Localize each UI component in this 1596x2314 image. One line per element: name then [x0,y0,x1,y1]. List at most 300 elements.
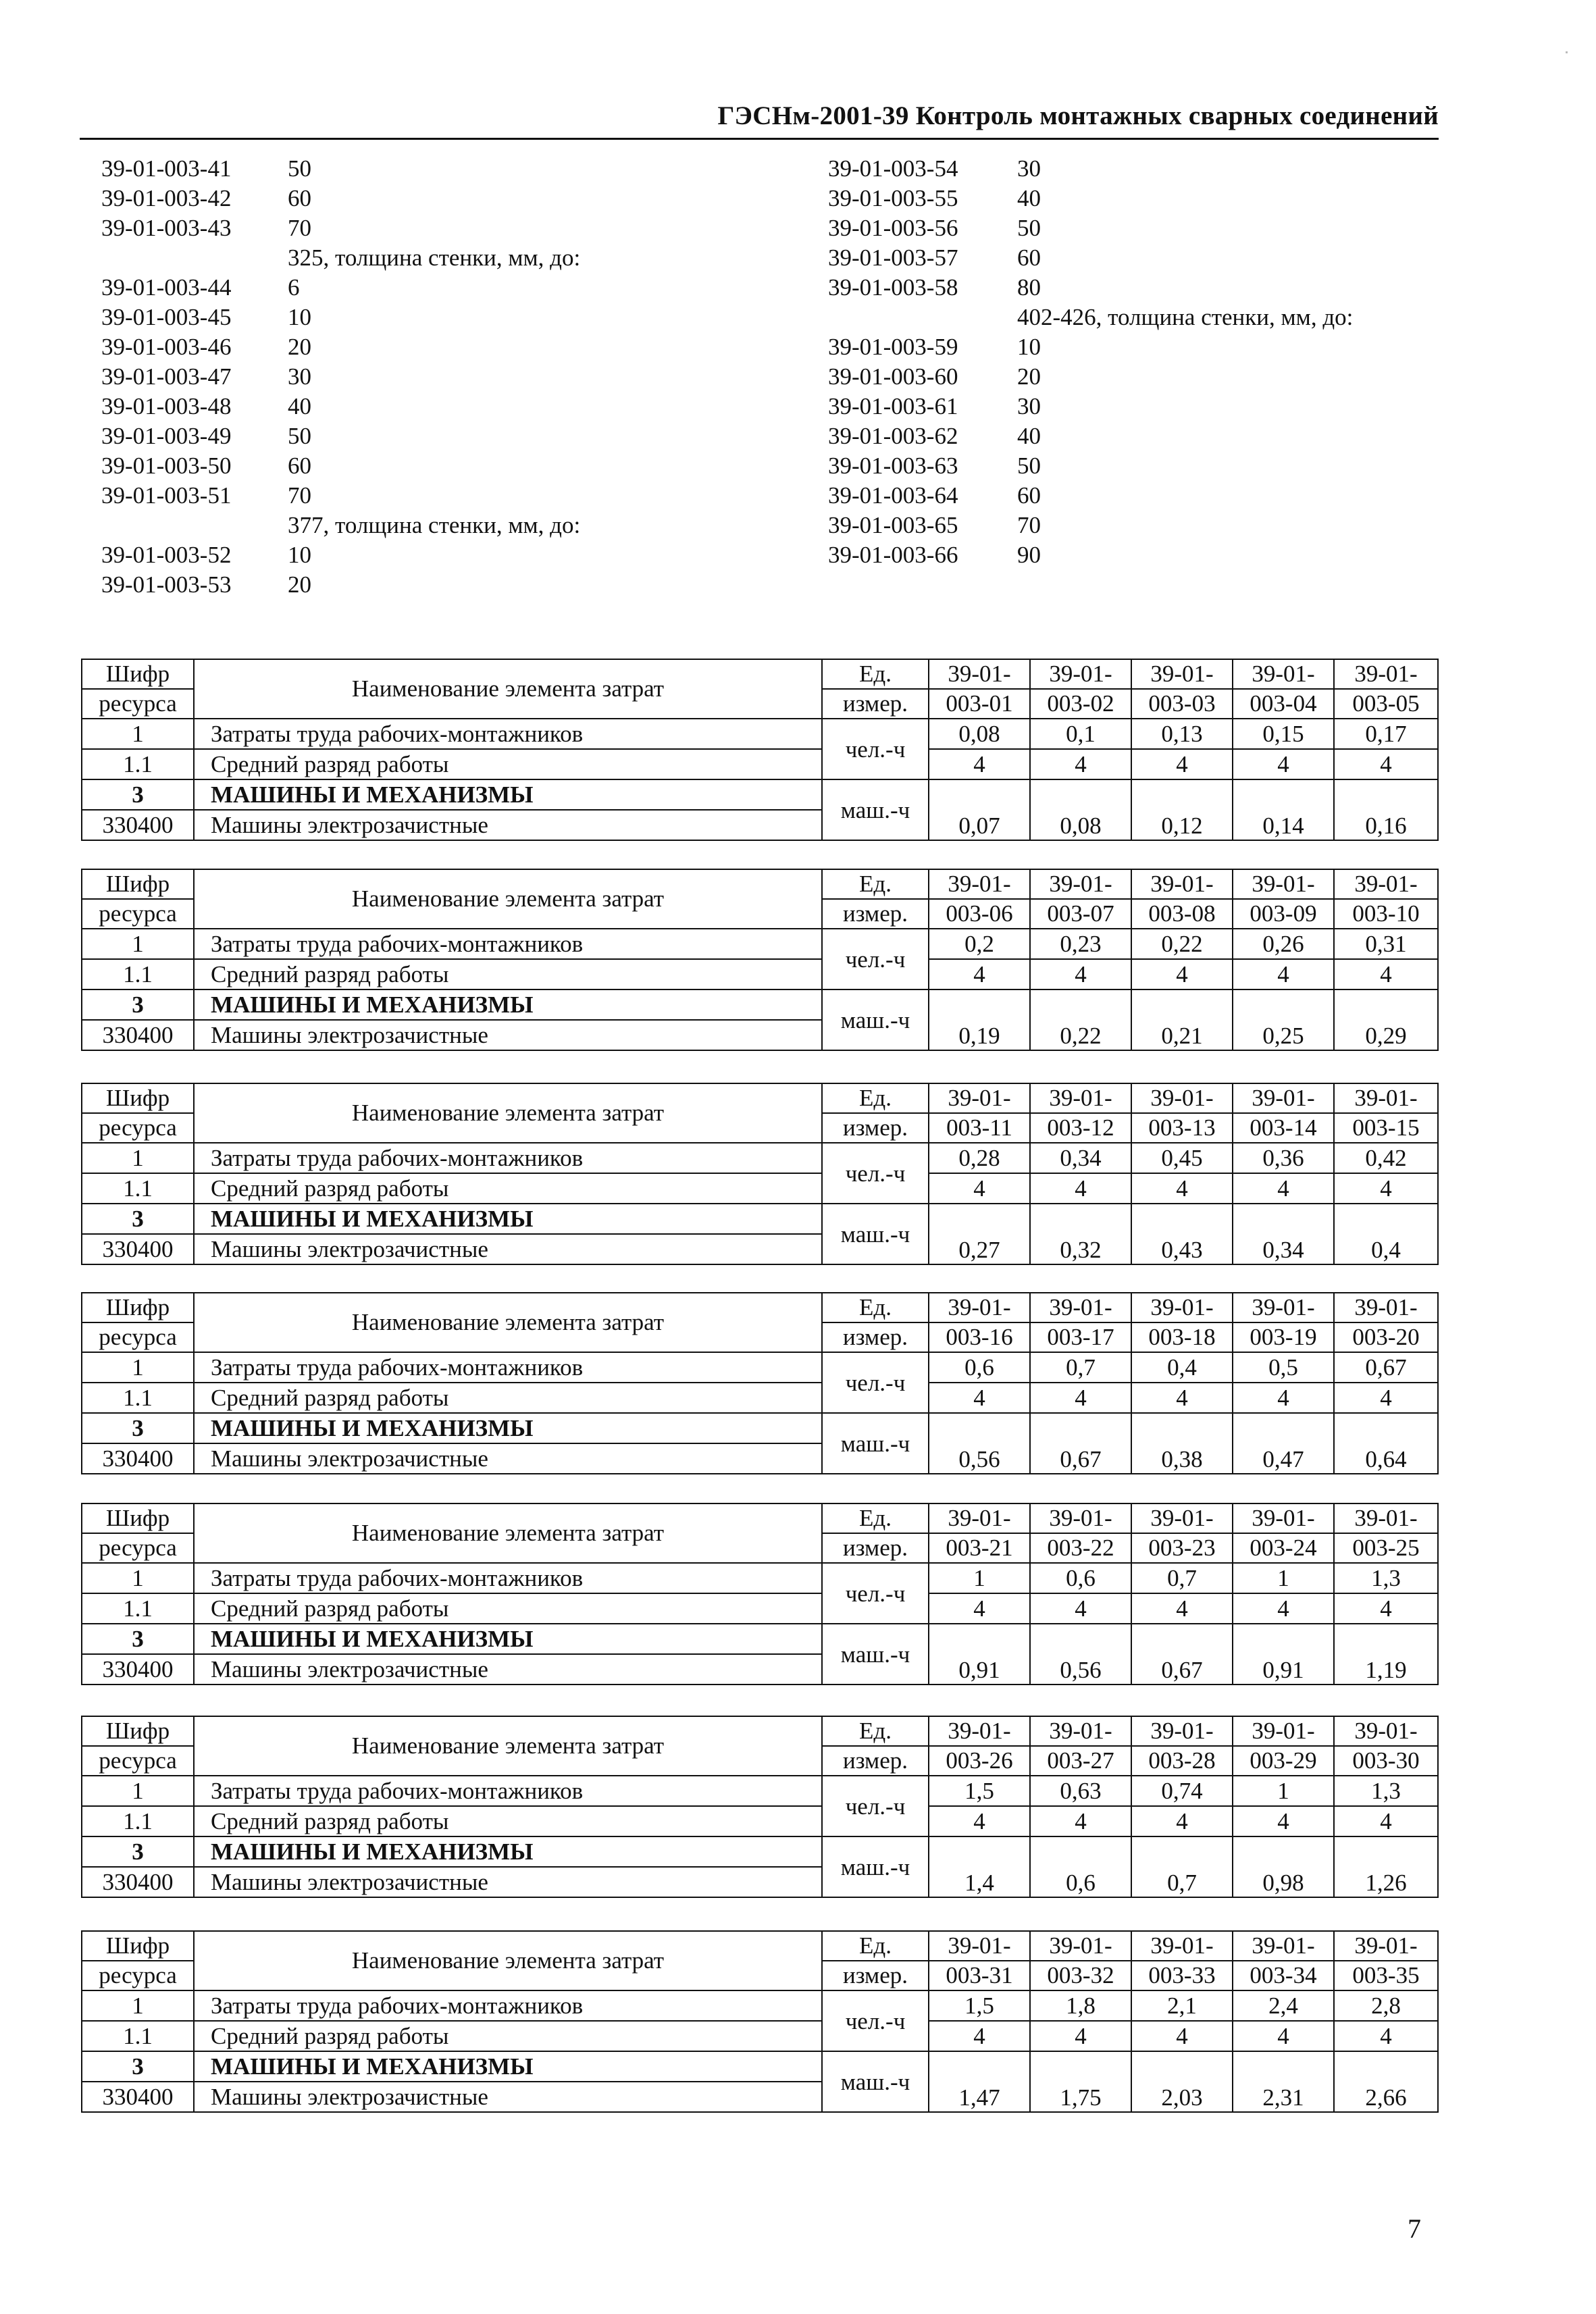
machine-value: 0,08 [1030,779,1131,840]
code-value: 20 [288,571,311,598]
labor-value: 1,5 [929,1776,1030,1806]
code-list-item [828,303,1436,332]
code-list-item [828,481,1436,511]
machine-value: 0,43 [1131,1204,1233,1264]
norm-code: 003-26 [929,1746,1030,1776]
grade-value: 4 [1233,959,1334,989]
labor-value: 0,15 [1233,719,1334,749]
machine-value: 0,67 [1030,1413,1131,1474]
norm-code: 003-02 [1030,689,1131,719]
labor-value: 0,08 [929,719,1030,749]
norm-code-prefix: 39-01- [1131,869,1233,899]
unit-value: маш.-ч [840,1641,910,1668]
norm-code-prefix: 39-01- [1233,659,1334,689]
resource-code: 3 [82,1836,194,1867]
table-header-row [82,1293,1438,1322]
grade-value: 4 [929,2021,1030,2051]
table-row [82,1143,1438,1173]
resource-code: 330400 [82,1867,194,1897]
norm-code: 003-03 [1131,689,1233,719]
machine-value: 0,14 [1233,779,1334,840]
machine-value: 0,4 [1334,1204,1438,1264]
norm-code: 003-17 [1030,1322,1131,1352]
norm-code-prefix: 39-01- [1233,1083,1334,1113]
grade-value: 4 [1131,1806,1233,1836]
resource-code: 1.1 [82,959,194,989]
header-unit-measure: измер. [822,689,929,719]
code-list-item [828,540,1436,570]
table-row [82,1173,1438,1204]
resource-table [81,1292,1439,1474]
resource-code: 1.1 [82,749,194,779]
resource-code: 1.1 [82,1593,194,1624]
grade-value: 4 [1131,749,1233,779]
labor-value: 1,3 [1334,1563,1438,1593]
grade-value: 4 [1131,1173,1233,1204]
grade-value: 4 [1233,1806,1334,1836]
machine-value: 0,07 [929,779,1030,840]
unit-value: маш.-ч [840,1853,910,1880]
resource-code: 1.1 [82,1383,194,1413]
labor-value: 0,22 [1131,929,1233,959]
norm-code: 003-04 [1233,689,1334,719]
resource-code: 330400 [82,1020,194,1050]
labor-value: 0,6 [1030,1563,1131,1593]
unit-value: чел.-ч [845,1160,906,1187]
code-list-item [828,332,1436,362]
grade-value: 4 [1030,959,1131,989]
labor-value: 0,45 [1131,1143,1233,1173]
resource-code: 39-01-003-58 [828,274,958,301]
norm-code-prefix: 39-01- [1030,1293,1131,1322]
header-shifr: Шифр [82,869,194,899]
resource-section-title: МАШИНЫ И МЕХАНИЗМЫ [194,1836,822,1867]
norm-code-prefix: 39-01- [1030,869,1131,899]
code-value: 10 [1017,334,1041,360]
resource-code: 1 [82,1352,194,1383]
header-unit: Ед. [822,1083,929,1113]
norm-code: 003-30 [1334,1746,1438,1776]
norm-code-prefix: 39-01- [1131,1083,1233,1113]
code-list-item [101,540,709,570]
table-header-row [82,1503,1438,1533]
norm-code: 003-15 [1334,1113,1438,1143]
resource-code: 3 [82,1204,194,1234]
norm-code-prefix: 39-01- [1334,1716,1438,1746]
header-resurs: ресурса [82,1533,194,1563]
table-row [82,1624,1438,1654]
table-row [82,929,1438,959]
resource-section-title: МАШИНЫ И МЕХАНИЗМЫ [194,2051,822,2082]
resource-name: Затраты труда рабочих-монтажников [194,1352,822,1383]
labor-value: 0,4 [1131,1352,1233,1383]
norm-code-prefix: 39-01- [1030,1716,1131,1746]
code-value: 90 [1017,542,1041,568]
unit-value: маш.-ч [840,1220,910,1248]
header-name: Наименование элемента затрат [194,1931,822,1990]
resource-name: Машины электрозачистные [194,810,822,840]
resource-table [81,1716,1439,1898]
machine-value: 0,7 [1131,1836,1233,1897]
resource-unit [822,929,929,989]
grade-value: 4 [1030,1383,1131,1413]
header-name: Наименование элемента затрат [194,1083,822,1143]
resource-name: Затраты труда рабочих-монтажников [194,1143,822,1173]
grade-value: 4 [1131,1383,1233,1413]
norm-code: 003-14 [1233,1113,1334,1143]
norm-code-prefix: 39-01- [929,1716,1030,1746]
header-shifr: Шифр [82,1931,194,1961]
table-header-row [82,1083,1438,1113]
labor-value: 2,8 [1334,1990,1438,2021]
code-value: 70 [288,215,311,241]
table-row [82,749,1438,779]
resource-name: Затраты труда рабочих-монтажников [194,1563,822,1593]
machine-value: 1,47 [929,2051,1030,2112]
norm-code-prefix: 39-01- [1131,1716,1233,1746]
labor-value: 0,7 [1131,1563,1233,1593]
table-row [82,1806,1438,1836]
unit-value: маш.-ч [840,2068,910,2095]
header-unit-measure: измер. [822,1113,929,1143]
grade-value: 4 [1334,1806,1438,1836]
header-unit-measure: измер. [822,899,929,929]
norm-code-prefix: 39-01- [1334,1293,1438,1322]
resource-name: Затраты труда рабочих-монтажников [194,1776,822,1806]
norm-code: 003-13 [1131,1113,1233,1143]
table-row [82,959,1438,989]
resource-code: 39-01-003-56 [828,215,958,241]
norm-code: 003-28 [1131,1746,1233,1776]
page-number: 7 [1408,2213,1421,2244]
machine-value: 0,56 [929,1413,1030,1474]
grade-value: 4 [929,1173,1030,1204]
resource-name: Машины электрозачистные [194,1234,822,1264]
unit-value: маш.-ч [840,1430,910,1457]
resource-code: 39-01-003-45 [101,304,232,330]
resource-name: Средний разряд работы [194,1383,822,1413]
resource-section-title: МАШИНЫ И МЕХАНИЗМЫ [194,779,822,810]
resource-code: 3 [82,779,194,810]
grade-value: 4 [1334,1173,1438,1204]
header-shifr: Шифр [82,1716,194,1746]
norm-code: 003-20 [1334,1322,1438,1352]
header-unit: Ед. [822,1293,929,1322]
norm-code: 003-22 [1030,1533,1131,1563]
code-value: 50 [288,423,311,449]
header-resurs: ресурса [82,689,194,719]
code-list-item [101,421,709,451]
header-shifr: Шифр [82,659,194,689]
table-row [82,719,1438,749]
labor-value: 0,17 [1334,719,1438,749]
resource-code: 3 [82,2051,194,2082]
table-header-row [82,659,1438,689]
resource-name: Машины электрозачистные [194,1867,822,1897]
resource-unit [822,1776,929,1836]
resource-code: 330400 [82,1654,194,1685]
table-header-row [82,869,1438,899]
labor-value: 1 [1233,1776,1334,1806]
grade-value: 4 [1334,959,1438,989]
code-list-right [828,154,1436,570]
machine-value: 0,19 [929,989,1030,1050]
labor-value: 1 [929,1563,1030,1593]
resource-name: Машины электрозачистные [194,1443,822,1474]
norm-code: 003-12 [1030,1113,1131,1143]
machine-value: 0,91 [929,1624,1030,1685]
norm-code-prefix: 39-01- [1233,1716,1334,1746]
grade-value: 4 [1233,1173,1334,1204]
code-list-item [101,570,709,600]
resource-code: 1.1 [82,1806,194,1836]
header-resurs: ресурса [82,1746,194,1776]
machine-value: 0,27 [929,1204,1030,1264]
labor-value: 0,6 [929,1352,1030,1383]
machine-value: 0,6 [1030,1836,1131,1897]
code-value: 40 [288,393,311,419]
norm-code-prefix: 39-01- [1131,1503,1233,1533]
labor-value: 1,3 [1334,1776,1438,1806]
table-header-row [82,1716,1438,1746]
norm-code-prefix: 39-01- [1131,1293,1233,1322]
labor-value: 0,31 [1334,929,1438,959]
resource-code: 3 [82,989,194,1020]
code-list-item [828,213,1436,243]
resource-name: Машины электрозачистные [194,1654,822,1685]
resource-code: 1 [82,719,194,749]
norm-code-prefix: 39-01- [1334,1931,1438,1961]
table-row [82,1383,1438,1413]
table-row [82,989,1438,1020]
norm-code-prefix: 39-01- [929,659,1030,689]
norm-code: 003-06 [929,899,1030,929]
resource-code: 1.1 [82,1173,194,1204]
code-value: 60 [1017,482,1041,509]
grade-value: 4 [1131,1593,1233,1624]
norm-code: 003-10 [1334,899,1438,929]
resource-section-title: МАШИНЫ И МЕХАНИЗМЫ [194,1413,822,1443]
code-list-item [828,421,1436,451]
resource-code: 39-01-003-64 [828,482,958,509]
table-row [82,2051,1438,2082]
code-value: 377, толщина стенки, мм, до: [288,512,581,538]
code-list-item [101,332,709,362]
machine-value: 0,32 [1030,1204,1131,1264]
norm-code: 003-24 [1233,1533,1334,1563]
labor-value: 0,36 [1233,1143,1334,1173]
resource-name: Средний разряд работы [194,749,822,779]
resource-code: 330400 [82,2082,194,2112]
norm-code: 003-16 [929,1322,1030,1352]
norm-code: 003-07 [1030,899,1131,929]
unit-value: чел.-ч [845,1793,906,1820]
resource-code: 1 [82,1990,194,2021]
resource-code: 1.1 [82,2021,194,2051]
norm-code: 003-27 [1030,1746,1131,1776]
resource-unit [822,1204,929,1264]
resource-table [81,869,1439,1051]
resource-code: 39-01-003-42 [101,185,232,211]
labor-value: 0,26 [1233,929,1334,959]
norm-code: 003-01 [929,689,1030,719]
machine-value: 1,26 [1334,1836,1438,1897]
machine-value: 1,4 [929,1836,1030,1897]
unit-value: маш.-ч [840,1006,910,1033]
code-list-item [828,451,1436,481]
machine-value: 0,47 [1233,1413,1334,1474]
code-list-item [101,362,709,392]
grade-value: 4 [929,959,1030,989]
grade-value: 4 [1030,1593,1131,1624]
code-value: 40 [1017,423,1041,449]
code-list-item [101,392,709,421]
resource-code: 1 [82,1143,194,1173]
resource-name: Затраты труда рабочих-монтажников [194,719,822,749]
norm-code-prefix: 39-01- [1233,1931,1334,1961]
unit-value: чел.-ч [845,946,906,973]
labor-value: 2,4 [1233,1990,1334,2021]
resource-code: 39-01-003-52 [101,542,232,568]
resource-code: 39-01-003-54 [828,155,958,182]
resource-table [81,1503,1439,1685]
machine-value: 0,12 [1131,779,1233,840]
header-shifr: Шифр [82,1293,194,1322]
resource-code: 330400 [82,810,194,840]
page-header [80,100,1439,140]
grade-value: 4 [1030,2021,1131,2051]
header-title: ГЭСНм-2001-39 Контроль монтажных сварных соединений [717,101,1439,130]
machine-value: 0,98 [1233,1836,1334,1897]
resource-unit [822,1563,929,1624]
resource-unit [822,1352,929,1413]
code-list-item [101,511,709,540]
grade-value: 4 [1131,959,1233,989]
resource-code: 39-01-003-47 [101,363,232,390]
grade-value: 4 [1334,1383,1438,1413]
norm-code: 003-09 [1233,899,1334,929]
header-resurs: ресурса [82,1322,194,1352]
labor-value: 0,42 [1334,1143,1438,1173]
code-value: 325, толщина стенки, мм, до: [288,245,581,271]
code-value: 50 [288,155,311,182]
norm-code: 003-34 [1233,1961,1334,1990]
resource-table [81,1083,1439,1265]
unit-value: маш.-ч [840,796,910,823]
resource-name: Средний разряд работы [194,2021,822,2051]
code-value: 50 [1017,215,1041,241]
header-unit-measure: измер. [822,1533,929,1563]
resource-name: Затраты труда рабочих-монтажников [194,1990,822,2021]
header-resurs: ресурса [82,1961,194,1990]
unit-value: чел.-ч [845,736,906,763]
header-name: Наименование элемента затрат [194,659,822,719]
header-unit-measure: измер. [822,1322,929,1352]
machine-value: 0,34 [1233,1204,1334,1264]
resource-name: Средний разряд работы [194,1173,822,1204]
resource-name: Машины электрозачистные [194,1020,822,1050]
machine-value: 2,66 [1334,2051,1438,2112]
norm-code-prefix: 39-01- [1233,869,1334,899]
grade-value: 4 [1233,749,1334,779]
table-row [82,779,1438,810]
norm-code-prefix: 39-01- [1334,659,1438,689]
code-list-item [101,154,709,184]
labor-value: 0,67 [1334,1352,1438,1383]
code-list-item [101,481,709,511]
grade-value: 4 [929,1806,1030,1836]
norm-code-prefix: 39-01- [929,1931,1030,1961]
header-name: Наименование элемента затрат [194,1503,822,1563]
code-value: 20 [288,334,311,360]
code-value: 30 [1017,155,1041,182]
code-value: 10 [288,304,311,330]
norm-code: 003-29 [1233,1746,1334,1776]
code-value: 80 [1017,274,1041,301]
norm-code-prefix: 39-01- [929,869,1030,899]
norm-code: 003-18 [1131,1322,1233,1352]
resource-code: 39-01-003-46 [101,334,232,360]
grade-value: 4 [1233,2021,1334,2051]
resource-code: 39-01-003-49 [101,423,232,449]
labor-value: 0,7 [1030,1352,1131,1383]
resource-code: 39-01-003-48 [101,393,232,419]
norm-code: 003-32 [1030,1961,1131,1990]
code-value: 20 [1017,363,1041,390]
code-list-item [101,243,709,273]
norm-code-prefix: 39-01- [929,1083,1030,1113]
machine-value: 0,91 [1233,1624,1334,1685]
resource-code: 39-01-003-57 [828,245,958,271]
code-value: 50 [1017,453,1041,479]
code-value: 60 [288,185,311,211]
resource-code: 1 [82,1776,194,1806]
machine-value: 0,16 [1334,779,1438,840]
resource-unit [822,2051,929,2112]
code-list-item [828,243,1436,273]
resource-code: 1 [82,1563,194,1593]
norm-code-prefix: 39-01- [929,1293,1030,1322]
machine-value: 0,38 [1131,1413,1233,1474]
labor-value: 1 [1233,1563,1334,1593]
norm-code-prefix: 39-01- [1334,1083,1438,1113]
resource-section-title: МАШИНЫ И МЕХАНИЗМЫ [194,989,822,1020]
norm-code-prefix: 39-01- [1030,1503,1131,1533]
resource-unit [822,1143,929,1204]
grade-value: 4 [1131,2021,1233,2051]
norm-code-prefix: 39-01- [1030,659,1131,689]
machine-value: 2,31 [1233,2051,1334,2112]
norm-code: 003-35 [1334,1961,1438,1990]
norm-code: 003-08 [1131,899,1233,929]
norm-code-prefix: 39-01- [1334,1503,1438,1533]
header-name: Наименование элемента затрат [194,1293,822,1352]
resource-name: Машины электрозачистные [194,2082,822,2112]
header-unit-measure: измер. [822,1961,929,1990]
resource-code: 39-01-003-41 [101,155,232,182]
labor-value: 0,63 [1030,1776,1131,1806]
labor-value: 0,13 [1131,719,1233,749]
machine-value: 0,64 [1334,1413,1438,1474]
header-unit-measure: измер. [822,1746,929,1776]
code-value: 60 [288,453,311,479]
labor-value: 0,2 [929,929,1030,959]
resource-name: Средний разряд работы [194,1806,822,1836]
resource-unit [822,1990,929,2051]
code-list-item [101,451,709,481]
code-value: 6 [288,274,300,301]
resource-code: 39-01-003-65 [828,512,958,538]
